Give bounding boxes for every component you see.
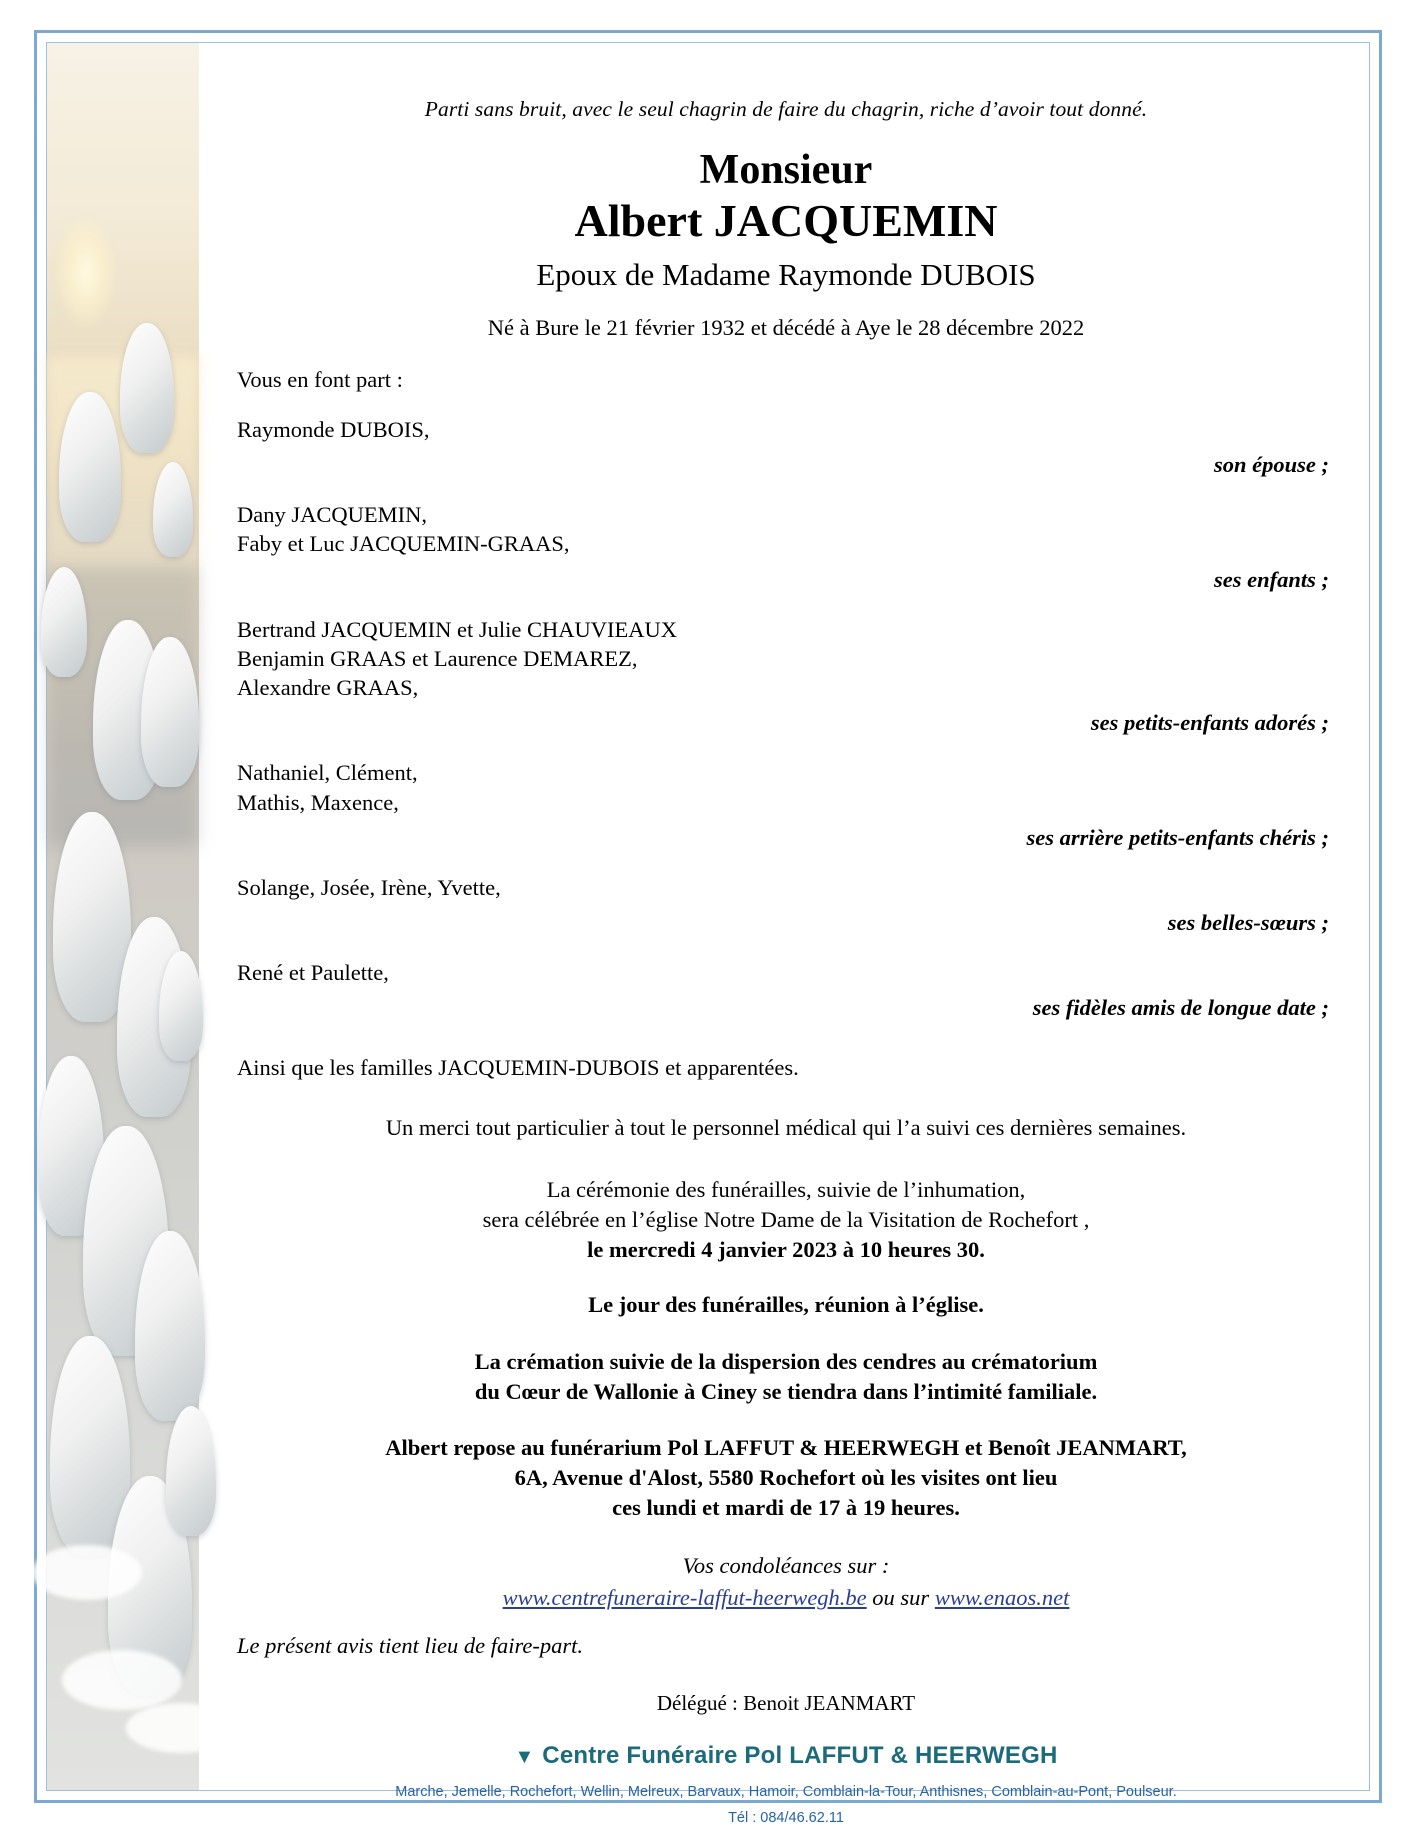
relation-label: ses arrière petits-enfants chéris ; [1026, 824, 1329, 850]
inner-border [46, 42, 1370, 1827]
family-name: Solange, Josée, Irène, Yvette, [237, 874, 501, 900]
family-group [237, 758, 1335, 851]
delegate-line: Délégué : Benoit JEANMART [656, 1691, 916, 1716]
family-name: Faby et Luc JACQUEMIN-GRAAS, [237, 531, 570, 557]
funerarium-line-1: Albert repose au funérarium Pol LAFFUT & HEERWEGH et Benoît JEANMART, [385, 1434, 1187, 1460]
family-name: Benjamin GRAAS et Laurence DEMAREZ, [237, 645, 638, 671]
family-group [237, 415, 1335, 478]
ceremony-datetime: le mercredi 4 janvier 2023 à 10 heures 30. [587, 1236, 985, 1262]
family-name: Dany JACQUEMIN, [237, 502, 427, 528]
relation-label: ses fidèles amis de longue date ; [1032, 995, 1329, 1021]
link-centrefuneraire[interactable]: www.centrefuneraire-laffut-heerwegh.be [502, 1585, 867, 1611]
condolences-intro: Vos condoléances sur : [682, 1553, 890, 1579]
relation-label: ses petits-enfants adorés ; [1090, 710, 1329, 736]
link-conjunction: ou sur [866, 1585, 935, 1611]
snow-tree [135, 1231, 205, 1421]
relation-label: son épouse ; [1213, 452, 1329, 478]
ceremony-block [237, 1175, 1335, 1264]
photo-sun-glow [56, 218, 116, 328]
cremation-line-2: du Cœur de Wallonie à Ciney se tiendra dans l’intimité familiale. [474, 1378, 1098, 1404]
link-enaos[interactable]: www.enaos.net [934, 1585, 1070, 1611]
triangle-down-icon: ▼ [514, 1746, 535, 1769]
cremation-line-1: La crémation suivie de la dispersion des cendres au crématorium [474, 1348, 1098, 1374]
family-name: Nathaniel, Clément, [237, 760, 418, 786]
footer [237, 1742, 1335, 1826]
snow-forest-photo [47, 43, 199, 1790]
footer-towns: Marche, Jemelle, Rochefort, Wellin, Melreux, Barvaux, Hamoir, Comblain-la-Tour, Anthisnes, Comblain-au-Pont, Poulseur. [395, 1784, 1177, 1801]
snow-ground [62, 1650, 182, 1710]
honorific: Monsieur [699, 147, 873, 193]
family-name: René et Paulette, [237, 960, 389, 986]
family-group [237, 958, 1335, 1021]
funerarium-block [237, 1433, 1335, 1523]
reunion-line: Le jour des funérailles, réunion à l’église. [588, 1292, 984, 1318]
thanks-line: Un merci tout particulier à tout le personnel médical qui l’a suivi ces dernières semaines. [385, 1115, 1187, 1141]
spouse-line: Epoux de Madame Raymonde DUBOIS [536, 256, 1036, 292]
ceremony-line-2: sera célébrée en l’église Notre Dame de la Visitation de Rochefort , [482, 1207, 1090, 1233]
family-group [237, 615, 1335, 737]
family-name: Mathis, Maxence, [237, 789, 399, 815]
footer-brand: Centre Funéraire Pol LAFFUT & HEERWEGH [542, 1742, 1058, 1770]
notice-line: Le présent avis tient lieu de faire-part. [237, 1633, 583, 1659]
funerarium-line-3: ces lundi et mardi de 17 à 19 heures. [612, 1495, 960, 1521]
snow-tree [159, 951, 203, 1061]
funerarium-line-2: 6A, Avenue d'Alost, 5580 Rochefort où les visites ont lieu [514, 1465, 1058, 1490]
relation-label: ses belles-sœurs ; [1167, 910, 1329, 936]
deceased-name: Albert JACQUEMIN [574, 195, 998, 247]
snow-ground [32, 1545, 142, 1600]
families-line: Ainsi que les familles JACQUEMIN-DUBOIS et apparentées. [237, 1055, 799, 1081]
family-name: Alexandre GRAAS, [237, 675, 419, 701]
announce-intro: Vous en font part : [237, 366, 403, 392]
announcement-content [199, 43, 1369, 1827]
birth-death-line: Né à Bure le 21 février 1932 et décédé à Aye le 28 décembre 2022 [487, 314, 1085, 340]
family-group [237, 873, 1335, 936]
family-name: Raymonde DUBOIS, [237, 416, 430, 442]
relation-label: ses enfants ; [1213, 566, 1329, 592]
ceremony-line-1: La cérémonie des funérailles, suivie de l’inhumation, [546, 1177, 1026, 1203]
footer-brand-row [237, 1742, 1335, 1770]
family-group [237, 500, 1335, 593]
family-name: Bertrand JACQUEMIN et Julie CHAUVIEAUX [237, 616, 677, 642]
condolences-links [237, 1585, 1335, 1611]
epigraph: Parti sans bruit, avec le seul chagrin de faire du chagrin, riche d’avoir tout donné. [424, 97, 1148, 121]
footer-phone: Tél : 084/46.62.11 [728, 1810, 844, 1827]
cremation-block [237, 1347, 1335, 1407]
outer-border [34, 30, 1382, 1827]
